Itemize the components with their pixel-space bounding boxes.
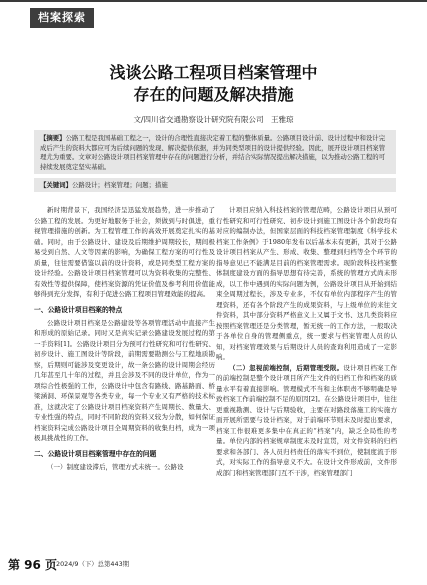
keywords-label: 【关键词】 — [40, 181, 72, 189]
title-line-1: 浅谈公路工程项目档案管理中 — [109, 63, 318, 82]
right-column — [216, 205, 397, 550]
subsection-1-start: （一）制度建设滞后，管理方式未统一。公路设 — [47, 462, 184, 471]
article-title — [0, 62, 427, 106]
section-heading-1: 一、公路设计项目档案的特点 — [34, 305, 123, 314]
subsection-1-paragraph: 计项目应纳入科技档案的管理范畴，公路设计项目从预可行性研究和可行性研究、初步设计到施工图设计各个阶段均有对应的编制办法，但国家层面的科技档案管理制度《科学技术档案工作条例》于1980年发布以后基本未有更新，其对于公路设计项目档案从产生、形成、收集、整理到归档等全个环节的指导意见已不能满足目前的档案管理需求。现阶段科技档案整体制度建设方面的指导思想有待完善，系统的管理方式尚未形成，以工作中遇到的实际问题为例，公路设计项目从开始到结束全周期过程长，涉及专业多，不仅有单位内部程序产生的管理资料，还有各个阶段产生的成果资料，与上级单位的来往文件资料，其中部分资料严格意义上又属于文书、这几类资料应按照档案管理还是分类管理，暂无统一的工作方法，一般取决于各单位自身的管理侧重点，统一要求与档案管理人员的认知，对档案管理效果与后期设计人员的查询利用造成了一定影响。 — [216, 206, 397, 361]
subsection-2-paragraph — [216, 363, 397, 479]
section-tag: 档案探索 — [30, 8, 94, 28]
keywords-text: 公路设计；档案管理；问题；措施 — [71, 181, 168, 189]
abstract-box — [34, 130, 396, 174]
intro-paragraph: 新时期背景下，我国经济呈迅猛发展趋势，进一步推动了公路工程的发展。为更好地服务于社会，须做到与时俱进，重视管理措施的创新。为工程管理工作的高效开展奠定扎实的基础。同时，由于公路设计、建设及后期维护周期较长，期间极易受到自然、人文等因素的影响，为确保工程方案的可行性及质量，往往需要借鉴以前的设计资料，或是同类型工程方案的设计经验。公路设计项目档案管理可以为资料收集的完整性、有效性等提供保障，使档案资源的凭证价值及参考利用价值能够得到充分发挥，有利于促进公路工程项目管理效能的提高。 — [34, 206, 215, 298]
left-column — [34, 205, 215, 550]
abstract-text: 公路工程是我国基础工程之一，设计的合理性直接决定着工程的整体质量。公路项目设计前、设计过程中和设计完成后产生的资料大都应可为后续问题的发现、解决提供依据，并为同类型项目的设计提供经验。因此，展开设计项目档案管理尤为重要。文章对公路设计项目档案管理中存在的问题进行分析，并结合实际情况提出解决措施，以为推动公路工程的可持续发展奠定坚实基础。 — [40, 134, 386, 171]
abstract-label: 【摘要】 — [40, 134, 66, 142]
keywords-box — [34, 178, 396, 192]
issue-info: 2024/9（下）总第443期 — [56, 560, 130, 568]
author-line: 文/四川省交通勘察设计研究院有限公司 王雅琼 — [133, 115, 294, 124]
page-number: 第 96 页 — [8, 558, 58, 572]
page-footer — [0, 552, 427, 580]
section-heading-2: 二、公路设计项目档案管理中存在的问题 — [34, 449, 157, 458]
subsection-heading-2: （二）忽视前端控制，后期管理受限。 — [229, 363, 344, 372]
section-1-paragraph: 公路设计项目档案是公路建设等各项管理活动中直接产生和形成的原始记录。同时又是真实记录公路建设发展过程的第一手资料[1]。公路设计项目分为预可行性研究和可行性研究、初步设计、施工图设计等阶段，前期需要勘测公与工程地质勘察，后期则可能涉及变更设计，故一条公路的设计周期会经历几年甚至几十年的过程，并且会涉及不同的设计单位，作为一项综合性极强的工作，公路设计中包含有路线、路基路面、桥梁涵洞、环保景观等各类专业，每一个专业又有严格的技术标准，这就决定了公路设计项目档案资料产生周期长、数量大、专业性强的特点，同时不同阶段的资料又较为分散，如何保证档案资料完成公路设计项目全周期资料的收集归档，成为一项极具挑战性的工作。 — [34, 318, 215, 442]
title-line-2: 存在的问题及解决措施 — [133, 85, 294, 104]
subsection-2-text: 设计项目档案工作的前端控制是整个设计项目所产生文件的归档工作和档案的质量水平有着直接影响。管理模式不当和主体职责不够明确是导致档案工作前端控制不足的原因[2]。在公路设计项目中，往往更重视勘测、设计与后期验收，主要在对路段落施工的实施方面开展所需要与设计档案，对于前端环节则未及时提出要求，档案工作很难更多集中在真正的“档案”内，缺乏全局性的考量。单位内部的档案规章制度未及时宣贯，对文件资料的归档要求和各部门、各人员归档责任的落实不到位，使制度流于形式，对实际工作的指导意义不大。在设计文件形成前，文件形成部门和档案管理部门互不干涉，档案管理部门 — [216, 363, 397, 477]
